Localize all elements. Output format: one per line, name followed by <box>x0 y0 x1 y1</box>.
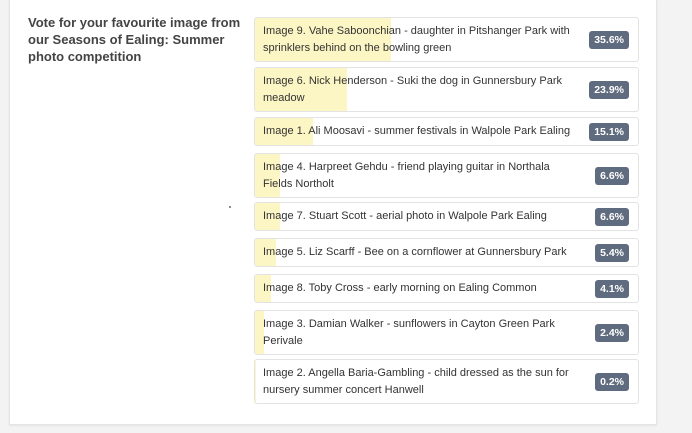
poll-answer-label: Image 4. Harpreet Gehdu - friend playing guitar in Northala Fields Northolt <box>263 160 550 190</box>
poll-percent-badge: 6.6% <box>595 208 629 226</box>
poll-answer-label: Image 8. Toby Cross - early morning on Ealing Common <box>263 282 537 294</box>
poll-answer-row[interactable] <box>254 202 639 231</box>
poll-percent-badge: 15.1% <box>589 123 629 141</box>
poll-answer-row[interactable] <box>254 67 639 112</box>
poll-answer-row[interactable] <box>254 117 639 146</box>
poll-answer-label: Image 9. Vahe Saboonchian - daughter in Pitshanger Park with sprinklers behind on the bowling green <box>263 24 570 54</box>
poll-answer-label: Image 5. Liz Scarff - Bee on a cornflower at Gunnersbury Park <box>263 246 567 258</box>
poll-percent-badge: 4.1% <box>595 280 629 298</box>
poll-answer-row[interactable] <box>254 310 639 355</box>
poll-answer-row[interactable] <box>254 17 639 62</box>
poll-answer-row[interactable] <box>254 274 639 303</box>
poll-panel <box>9 0 657 425</box>
poll-answer-row[interactable] <box>254 153 639 198</box>
poll-answer-label: Image 7. Stuart Scott - aerial photo in Walpole Park Ealing <box>263 210 547 222</box>
poll-percent-badge: 2.4% <box>595 324 629 342</box>
poll-answer-row[interactable] <box>254 359 639 404</box>
poll-answer-row[interactable] <box>254 238 639 267</box>
poll-percent-badge: 0.2% <box>595 373 629 391</box>
poll-question: Vote for your favourite image from our Seasons of Ealing: Summer photo competition <box>28 15 241 64</box>
stray-dot <box>229 206 231 208</box>
poll-answer-label: Image 3. Damian Walker - sunflowers in Cayton Green Park Perivale <box>263 317 555 347</box>
poll-percent-badge: 35.6% <box>589 31 629 49</box>
poll-answer-label: Image 2. Angella Baria-Gambling - child dressed as the sun for nursery summer concert Hanwell <box>263 366 569 396</box>
poll-answer-label: Image 1. Ali Moosavi - summer festivals in Walpole Park Ealing <box>263 125 571 137</box>
poll-answer-label: Image 6. Nick Henderson - Suki the dog in Gunnersbury Park meadow <box>263 74 562 104</box>
poll-percent-badge: 6.6% <box>595 167 629 185</box>
poll-percent-badge: 5.4% <box>595 244 629 262</box>
poll-percent-badge: 23.9% <box>589 81 629 99</box>
